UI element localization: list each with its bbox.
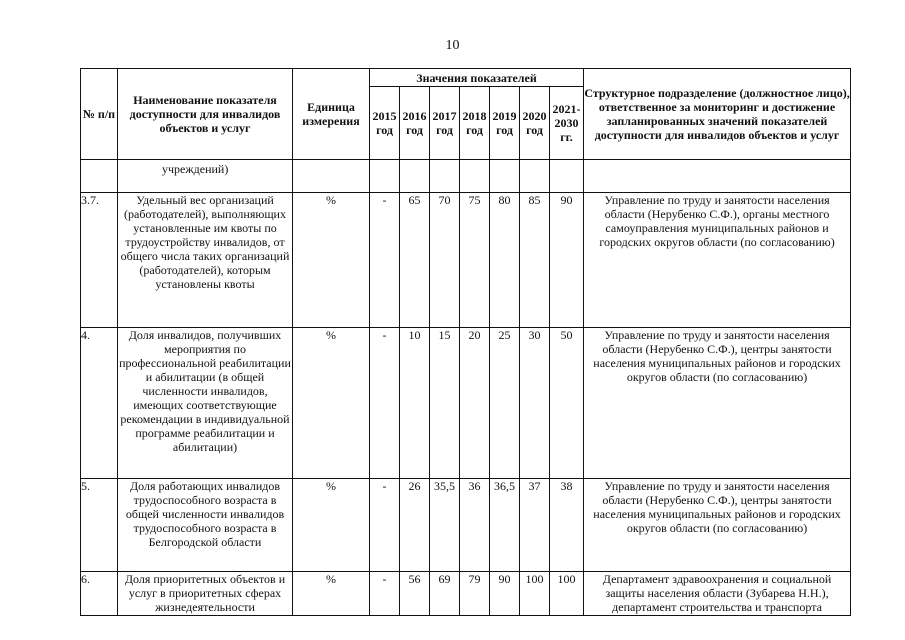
table-row-continuation [81, 160, 851, 193]
row-value: 65 [400, 193, 430, 328]
row-value: - [370, 193, 400, 328]
header-year: 2016 год [400, 87, 430, 160]
row-value: - [370, 328, 400, 479]
header-year: 2015 год [370, 87, 400, 160]
header-name: Наименование показателя доступности для инвалидов объектов и услуг [118, 69, 293, 160]
row-responsible: Управление по труду и занятости населения области (Нерубенко С.Ф.), центры занятости населения муниципальных районов и городских округов области (по согласованию) [584, 479, 851, 572]
row-value: - [370, 572, 400, 616]
table-row [81, 328, 851, 479]
row-value: 79 [460, 572, 490, 616]
row-value: 37 [520, 479, 550, 572]
indicators-table [80, 68, 851, 616]
table-row [81, 193, 851, 328]
row-value: - [370, 479, 400, 572]
row-num: 6. [81, 572, 118, 616]
header-num: № п/п [81, 69, 118, 160]
row-value: 36,5 [490, 479, 520, 572]
header-values-group: Значения показателей [370, 69, 584, 87]
row-value: 15 [430, 328, 460, 479]
row-name: Удельный вес организаций (работодателей), выполняющих установленные им квоты по трудоустройству инвалидов, от общего числа таких организаций (работодателей), которым установлены квоты [118, 193, 293, 328]
row-value: 75 [460, 193, 490, 328]
row-num: 3.7. [81, 193, 118, 328]
header-year: 2018 год [460, 87, 490, 160]
row-value: 100 [520, 572, 550, 616]
row-value: 90 [550, 193, 584, 328]
row-responsible: Управление по труду и занятости населения области (Нерубенко С.Ф.), органы местного самоуправления муниципальных районов и городских округов области (по согласованию) [584, 193, 851, 328]
page-number: 10 [445, 38, 460, 53]
header-year: 2017 год [430, 87, 460, 160]
row-value: 100 [550, 572, 584, 616]
table-row [81, 479, 851, 572]
header-year: 2021-2030 гг. [550, 87, 584, 160]
row-value: 50 [550, 328, 584, 479]
row-value: 36 [460, 479, 490, 572]
row-responsible: Департамент здравоохранения и социальной защиты населения области (Зубарева Н.Н.), департамент строительства и транспорта [584, 572, 851, 616]
row-value: 69 [430, 572, 460, 616]
table-row [81, 572, 851, 616]
row-value: 56 [400, 572, 430, 616]
header-responsible: Структурное подразделение (должностное лицо), ответственное за мониторинг и достижение запланированных значений показателей доступности для инвалидов объектов и услуг [584, 69, 851, 160]
row-name: Доля приоритетных объектов и услуг в приоритетных сферах жизнедеятельности [118, 572, 293, 616]
row-value: 26 [400, 479, 430, 572]
row-value: 10 [400, 328, 430, 479]
header-year: 2019 год [490, 87, 520, 160]
row-value: 38 [550, 479, 584, 572]
row-value: 35,5 [430, 479, 460, 572]
row-responsible: Управление по труду и занятости населения области (Нерубенко С.Ф.), центры занятости населения муниципальных районов и городских округов области (по согласованию) [584, 328, 851, 479]
row-value: 25 [490, 328, 520, 479]
row-unit: % [293, 572, 370, 616]
row-value: 70 [430, 193, 460, 328]
row-num: 4. [81, 328, 118, 479]
row-name: Доля работающих инвалидов трудоспособного возраста в общей численности инвалидов трудоспособного возраста в Белгородской области [118, 479, 293, 572]
row-value: 20 [460, 328, 490, 479]
row-unit: % [293, 328, 370, 479]
row-name: Доля инвалидов, получивших мероприятия по профессиональной реабилитации и абилитации (в общей численности инвалидов, имеющих соответствующие рекомендации в индивидуальной программе реабилитации и абилитации) [118, 328, 293, 479]
row-value: 85 [520, 193, 550, 328]
header-year: 2020 год [520, 87, 550, 160]
row-value: 80 [490, 193, 520, 328]
row-value: 30 [520, 328, 550, 479]
row-unit: % [293, 193, 370, 328]
row-unit: % [293, 479, 370, 572]
continuation-text: учреждений) [162, 162, 229, 176]
row-num: 5. [81, 479, 118, 572]
header-unit: Единица измерения [293, 69, 370, 160]
row-value: 90 [490, 572, 520, 616]
